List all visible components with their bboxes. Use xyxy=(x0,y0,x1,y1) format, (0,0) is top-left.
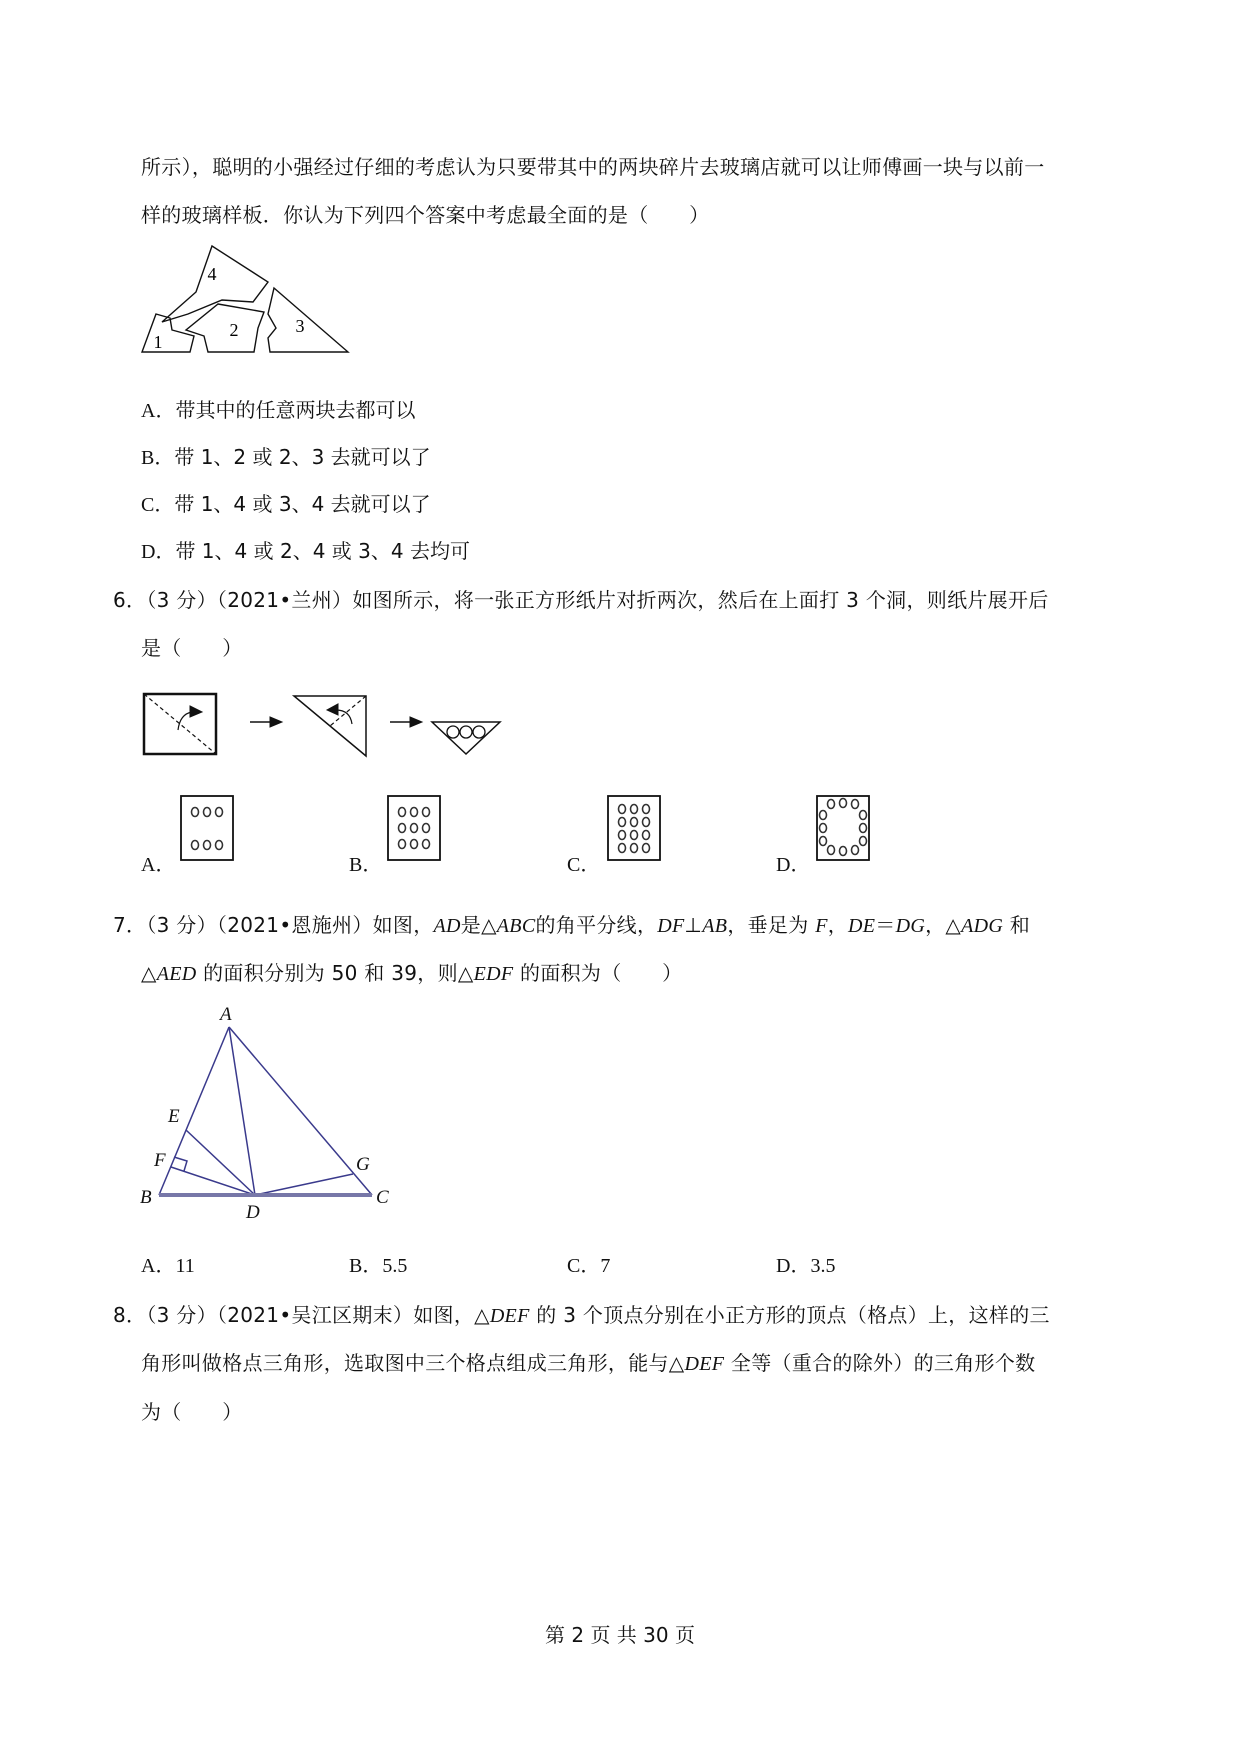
text: 的角平分线， xyxy=(535,913,658,937)
option-label: D． xyxy=(141,541,176,563)
question-score: （3 分） xyxy=(146,588,217,612)
text: ，垂足为 xyxy=(727,913,816,937)
text: 和 xyxy=(1003,913,1031,937)
question-number: 6． xyxy=(113,588,147,612)
question-score: （3 分） xyxy=(146,1303,217,1327)
q8-stem-line-3: 为（ ） xyxy=(141,1400,243,1424)
text: ， xyxy=(827,913,849,937)
option-text: 3.5 xyxy=(810,1255,836,1277)
page-footer: 第 2 页 共 30 页 xyxy=(545,1623,695,1647)
option-label: D． xyxy=(776,1255,811,1277)
q7-stem-line-1 xyxy=(113,912,1030,939)
text: ，△ xyxy=(925,913,962,937)
point-label-e: E xyxy=(168,1106,180,1127)
q5-option-a[interactable] xyxy=(141,397,415,424)
text: ⊥ xyxy=(684,913,703,937)
option-label: A． xyxy=(141,400,176,422)
q7-option-d[interactable] xyxy=(776,1253,835,1279)
option-text: 带 1、4 或 3、4 去就可以了 xyxy=(174,492,431,516)
q6-option-a-label[interactable]: A． xyxy=(141,854,176,876)
q5-stem-line-1: 所示），聪明的小强经过仔细的考虑认为只要带其中的两块碎片去玻璃店就可以让师傅画一块与以前一 xyxy=(141,155,1045,179)
q6-stem-line-2: 是（ ） xyxy=(141,636,243,660)
arrow-icon xyxy=(410,717,422,727)
question-source: （2021•恩施州） xyxy=(216,913,373,937)
q5-option-c[interactable] xyxy=(141,491,431,518)
q5-stem-line-2: 样的玻璃样板．你认为下列四个答案中考虑最全面的是（ ） xyxy=(141,203,710,227)
q6-option-c-figure[interactable] xyxy=(607,795,661,861)
q8-stem-line-2 xyxy=(141,1350,1035,1377)
text: 如图， xyxy=(372,913,434,937)
option-text: 带 1、4 或 2、4 或 3、4 去均可 xyxy=(175,539,470,563)
question-source: （2021•吴江区期末） xyxy=(216,1303,414,1327)
q6-option-a-figure[interactable] xyxy=(180,795,234,861)
text: 的面积分别为 50 和 39，则△ xyxy=(196,961,474,985)
math: ADG xyxy=(961,915,1004,937)
point-label-b: B xyxy=(140,1187,152,1208)
glass-piece-3 xyxy=(268,288,348,352)
option-text: 11 xyxy=(175,1255,195,1277)
question-text: 如图所示，将一张正方形纸片对折两次，然后在上面打 3 个洞，则纸片展开后 xyxy=(352,588,1049,612)
q6-folding-figure xyxy=(140,680,510,760)
q5-option-b[interactable] xyxy=(141,444,431,471)
question-number: 7． xyxy=(113,913,147,937)
piece-label-2: 2 xyxy=(229,320,239,340)
option-text: 带其中的任意两块去都可以 xyxy=(175,398,416,422)
text: 全等（重合的除外）的三角形个数 xyxy=(724,1351,1036,1375)
question-source: （2021•兰州） xyxy=(216,588,353,612)
math: AED xyxy=(156,963,197,985)
option-text: 带 1、2 或 2、3 去就可以了 xyxy=(174,445,431,469)
point-label-d: D xyxy=(246,1202,260,1220)
text: △ xyxy=(141,961,157,985)
math: DE xyxy=(848,915,876,937)
piece-label-4: 4 xyxy=(207,264,217,284)
point-label-g: G xyxy=(356,1154,370,1175)
point-label-f: F xyxy=(154,1150,166,1171)
point-label-c: C xyxy=(376,1187,389,1208)
math: DG xyxy=(895,915,926,937)
math: DF xyxy=(657,915,685,937)
text: ＝ xyxy=(875,913,896,937)
piece-label-1: 1 xyxy=(153,332,163,352)
arrow-icon xyxy=(270,717,282,727)
math: DEF xyxy=(684,1353,725,1375)
math: DEF xyxy=(489,1305,530,1327)
math: AB xyxy=(702,915,728,937)
math: F xyxy=(815,915,828,937)
q7-option-a[interactable] xyxy=(141,1253,195,1279)
option-text: 7 xyxy=(600,1255,611,1277)
q6-option-c-label[interactable]: C． xyxy=(567,854,601,876)
text: 角形叫做格点三角形，选取图中三个格点组成三角形，能与△ xyxy=(141,1351,685,1375)
text: 的面积为（ ） xyxy=(513,961,683,985)
piece-label-3: 3 xyxy=(295,316,305,336)
option-label: C． xyxy=(567,1255,601,1277)
question-number: 8． xyxy=(113,1303,147,1327)
q7-option-b[interactable] xyxy=(349,1253,407,1279)
option-label: C． xyxy=(141,494,175,516)
q5-broken-glass-figure xyxy=(138,240,378,360)
option-text: 5.5 xyxy=(382,1255,408,1277)
q6-option-d-label[interactable]: D． xyxy=(776,854,811,876)
text: 是△ xyxy=(460,913,497,937)
segment-ed xyxy=(186,1130,255,1195)
q7-option-c[interactable] xyxy=(567,1253,610,1279)
q8-stem-line-1 xyxy=(113,1302,1050,1329)
q6-option-d-figure[interactable] xyxy=(816,795,870,861)
option-label: A． xyxy=(141,1255,176,1277)
q7-stem-line-2 xyxy=(141,960,682,987)
question-score: （3 分） xyxy=(146,913,217,937)
math: AD xyxy=(433,915,461,937)
segment-fd xyxy=(171,1167,255,1195)
q5-option-d[interactable] xyxy=(141,538,470,565)
text: 的 3 个顶点分别在小正方形的顶点（格点）上，这样的三 xyxy=(529,1303,1050,1327)
q6-stem-line-1 xyxy=(113,587,1049,613)
math: ABC xyxy=(496,915,536,937)
option-label: B． xyxy=(349,1255,383,1277)
text: 如图，△ xyxy=(413,1303,490,1327)
q6-option-b-figure[interactable] xyxy=(387,795,441,861)
math: EDF xyxy=(473,963,514,985)
option-label: B． xyxy=(141,447,175,469)
segment-gd xyxy=(255,1174,353,1195)
q7-triangle-figure xyxy=(130,990,410,1220)
point-label-a: A xyxy=(220,1004,232,1025)
glass-piece-2 xyxy=(186,304,264,352)
q6-option-b-label[interactable]: B． xyxy=(349,854,383,876)
